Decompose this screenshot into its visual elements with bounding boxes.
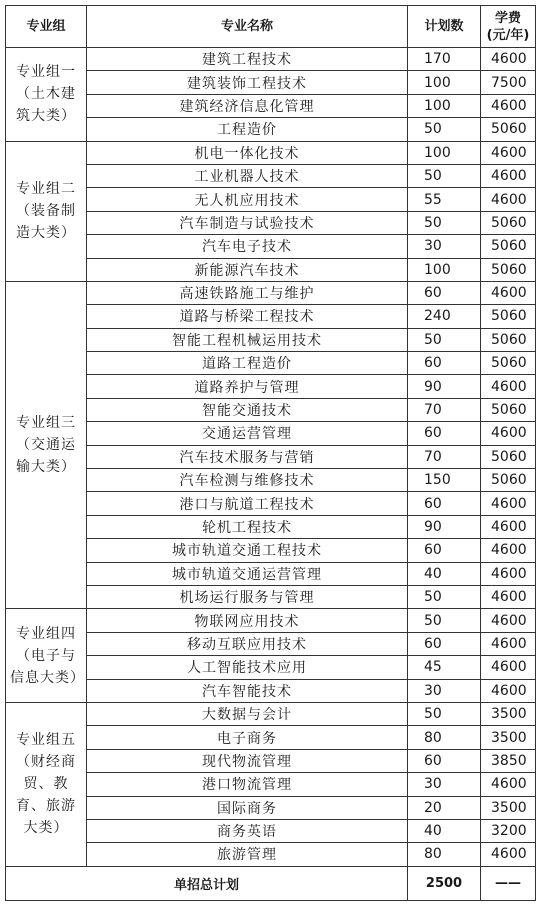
fee-cell: 5060 <box>481 211 536 234</box>
total-label: 单招总计划 <box>6 866 408 900</box>
plan-cell: 50 <box>408 211 481 234</box>
fee-cell: 4600 <box>481 609 536 632</box>
fee-cell: 4600 <box>481 656 536 679</box>
header-row <box>6 6 536 48</box>
plan-cell: 60 <box>408 632 481 655</box>
major-cell: 城市轨道交通运营管理 <box>87 562 408 585</box>
fee-cell: 4600 <box>481 632 536 655</box>
fee-cell: 5060 <box>481 305 536 328</box>
plan-cell: 50 <box>408 164 481 187</box>
fee-cell: 4600 <box>481 539 536 562</box>
fee-cell: 4600 <box>481 164 536 187</box>
major-cell: 大数据与会计 <box>87 702 408 725</box>
header-fee <box>481 6 536 48</box>
plan-cell: 100 <box>408 141 481 164</box>
major-cell: 无人机应用技术 <box>87 188 408 211</box>
plan-cell: 100 <box>408 94 481 117</box>
plan-cell: 50 <box>408 609 481 632</box>
plan-cell: 60 <box>408 539 481 562</box>
fee-cell: 5060 <box>481 469 536 492</box>
plan-cell: 30 <box>408 679 481 702</box>
plan-cell: 80 <box>408 726 481 749</box>
fee-cell: 5060 <box>481 118 536 141</box>
fee-cell: 4600 <box>481 422 536 445</box>
plan-cell: 90 <box>408 375 481 398</box>
major-cell: 建筑装饰工程技术 <box>87 71 408 94</box>
major-cell: 智能工程机械运用技术 <box>87 328 408 351</box>
fee-cell: 5060 <box>481 328 536 351</box>
fee-cell: 5060 <box>481 235 536 258</box>
plan-cell: 30 <box>408 773 481 796</box>
plan-cell: 80 <box>408 843 481 866</box>
major-cell: 汽车检测与维修技术 <box>87 469 408 492</box>
major-cell: 轮机工程技术 <box>87 515 408 538</box>
fee-cell: 3500 <box>481 796 536 819</box>
major-cell: 机场运行服务与管理 <box>87 585 408 608</box>
plan-cell: 60 <box>408 281 481 304</box>
table-row <box>6 702 536 725</box>
group-cell: 专业组五（财经商贸、教育、旅游大类） <box>6 702 87 866</box>
fee-cell: 3200 <box>481 819 536 842</box>
fee-cell: 4600 <box>481 843 536 866</box>
plan-cell: 30 <box>408 235 481 258</box>
plan-cell: 50 <box>408 702 481 725</box>
fee-cell: 4600 <box>481 773 536 796</box>
total-fee: —— <box>481 866 536 900</box>
plan-cell: 55 <box>408 188 481 211</box>
major-cell: 物联网应用技术 <box>87 609 408 632</box>
fee-cell: 3500 <box>481 726 536 749</box>
plan-cell: 50 <box>408 328 481 351</box>
fee-cell: 5060 <box>481 398 536 421</box>
table-row <box>6 48 536 71</box>
plan-cell: 90 <box>408 515 481 538</box>
group-cell: 专业组三（交通运输大类） <box>6 281 87 608</box>
fee-cell: 4600 <box>481 141 536 164</box>
major-cell: 商务英语 <box>87 819 408 842</box>
fee-cell: 4600 <box>481 515 536 538</box>
total-plan: 2500 <box>408 866 481 900</box>
plan-cell: 240 <box>408 305 481 328</box>
plan-cell: 100 <box>408 71 481 94</box>
major-cell: 电子商务 <box>87 726 408 749</box>
major-cell: 工业机器人技术 <box>87 164 408 187</box>
major-cell: 现代物流管理 <box>87 749 408 772</box>
table-row <box>6 281 536 304</box>
major-cell: 移动互联应用技术 <box>87 632 408 655</box>
major-cell: 人工智能技术应用 <box>87 656 408 679</box>
header-group: 专业组 <box>6 6 87 48</box>
major-cell: 汽车制造与试验技术 <box>87 211 408 234</box>
plan-cell: 50 <box>408 118 481 141</box>
header-fee-line1: 学费 <box>494 10 521 26</box>
group-cell: 专业组二（装备制造大类） <box>6 141 87 281</box>
fee-cell: 4600 <box>481 492 536 515</box>
fee-cell: 5060 <box>481 445 536 468</box>
plan-cell: 60 <box>408 422 481 445</box>
major-cell: 汽车电子技术 <box>87 235 408 258</box>
plan-cell: 45 <box>408 656 481 679</box>
fee-cell: 3500 <box>481 702 536 725</box>
fee-cell: 4600 <box>481 188 536 211</box>
plan-cell: 100 <box>408 258 481 281</box>
fee-cell: 5060 <box>481 258 536 281</box>
major-cell: 道路养护与管理 <box>87 375 408 398</box>
major-cell: 新能源汽车技术 <box>87 258 408 281</box>
fee-cell: 7500 <box>481 71 536 94</box>
plan-cell: 40 <box>408 562 481 585</box>
header-major: 专业名称 <box>87 6 408 48</box>
total-row <box>6 866 536 900</box>
major-cell: 建筑经济信息化管理 <box>87 94 408 117</box>
major-cell: 港口物流管理 <box>87 773 408 796</box>
major-cell: 交通运营管理 <box>87 422 408 445</box>
fee-cell: 4600 <box>481 585 536 608</box>
header-plan: 计划数 <box>408 6 481 48</box>
fee-cell: 4600 <box>481 48 536 71</box>
major-cell: 港口与航道工程技术 <box>87 492 408 515</box>
fee-cell: 4600 <box>481 94 536 117</box>
major-cell: 城市轨道交通工程技术 <box>87 539 408 562</box>
major-cell: 道路工程造价 <box>87 352 408 375</box>
plan-cell: 60 <box>408 492 481 515</box>
plan-cell: 70 <box>408 398 481 421</box>
table-row <box>6 609 536 632</box>
major-cell: 工程造价 <box>87 118 408 141</box>
fee-cell: 4600 <box>481 679 536 702</box>
plan-cell: 20 <box>408 796 481 819</box>
table-body <box>6 48 536 867</box>
fee-cell: 4600 <box>481 375 536 398</box>
major-cell: 机电一体化技术 <box>87 141 408 164</box>
plan-cell: 50 <box>408 585 481 608</box>
plan-cell: 40 <box>408 819 481 842</box>
major-cell: 智能交通技术 <box>87 398 408 421</box>
plan-cell: 60 <box>408 749 481 772</box>
major-cell: 汽车智能技术 <box>87 679 408 702</box>
fee-cell: 4600 <box>481 281 536 304</box>
plan-cell: 60 <box>408 352 481 375</box>
plan-cell: 70 <box>408 445 481 468</box>
fee-cell: 5060 <box>481 352 536 375</box>
fee-cell: 3850 <box>481 749 536 772</box>
enrollment-plan-table <box>5 5 536 901</box>
major-cell: 旅游管理 <box>87 843 408 866</box>
major-cell: 建筑工程技术 <box>87 48 408 71</box>
major-cell: 汽车技术服务与营销 <box>87 445 408 468</box>
major-cell: 国际商务 <box>87 796 408 819</box>
fee-cell: 4600 <box>481 562 536 585</box>
plan-cell: 150 <box>408 469 481 492</box>
group-cell: 专业组四（电子与信息大类） <box>6 609 87 703</box>
table-row <box>6 141 536 164</box>
major-cell: 高速铁路施工与维护 <box>87 281 408 304</box>
plan-cell: 170 <box>408 48 481 71</box>
header-fee-line2: (元/年) <box>486 27 530 43</box>
major-cell: 道路与桥梁工程技术 <box>87 305 408 328</box>
group-cell: 专业组一（土木建筑大类） <box>6 48 87 142</box>
